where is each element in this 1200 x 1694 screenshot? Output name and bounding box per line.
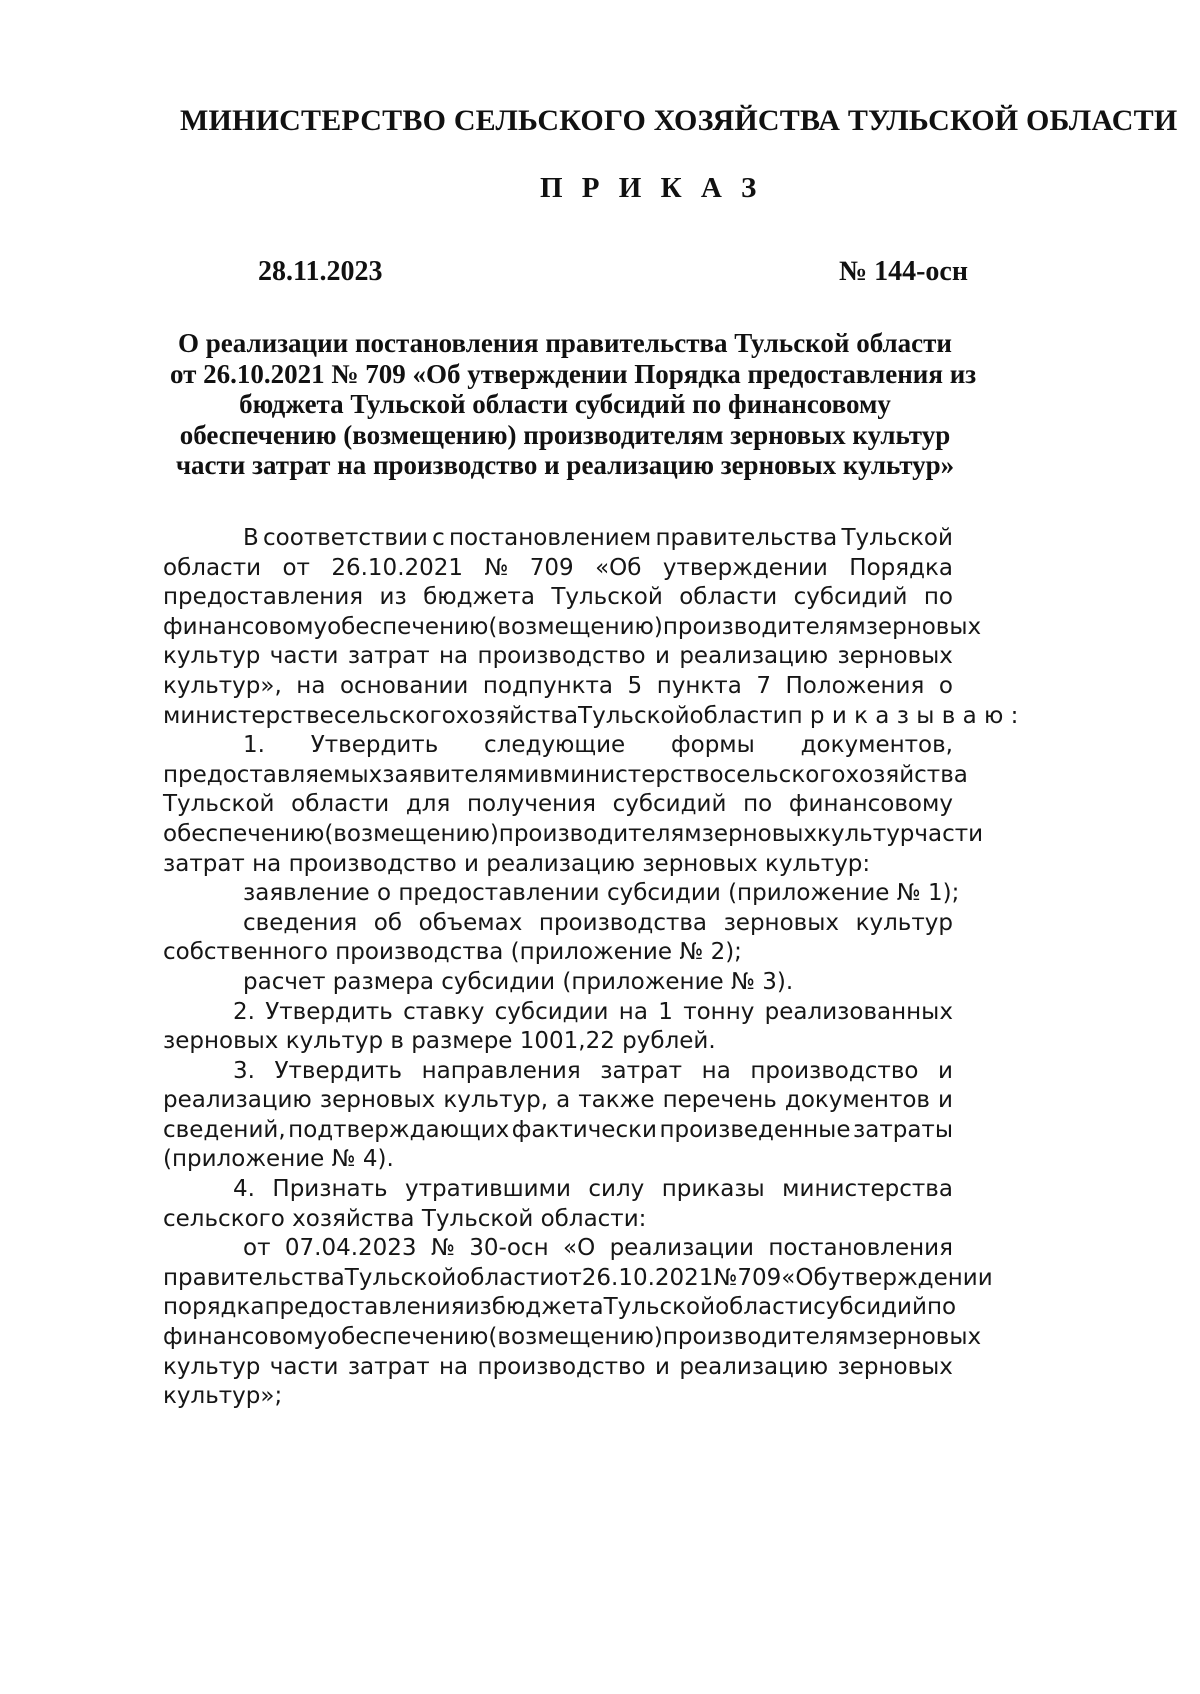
body-word: фактически: [511, 1116, 657, 1143]
body-word: зерновых: [865, 1324, 982, 1351]
body-word: культур: [855, 909, 953, 936]
body-word: области: [291, 791, 390, 818]
body-word: обеспечению: [327, 613, 489, 640]
body-line: [163, 1116, 953, 1146]
body-word: реализацию: [163, 1087, 312, 1114]
body-word: культур: [163, 1353, 261, 1380]
order-body-text: [163, 524, 1019, 1412]
body-word: постановлением: [448, 525, 652, 551]
order-date: 28.11.2023: [258, 256, 383, 287]
body-word: финансовому: [788, 791, 953, 818]
body-word: 709: [737, 1264, 782, 1291]
body-word: культур,: [443, 1087, 549, 1114]
body-line: [163, 850, 953, 880]
body-text: собственного производства (приложение № 2);: [163, 939, 742, 966]
body-word: об: [373, 909, 403, 936]
body-word: №: [484, 554, 509, 581]
body-word: направления: [421, 1057, 581, 1084]
body-text: (приложение № 4).: [163, 1146, 394, 1173]
body-word: производителям: [498, 820, 702, 847]
body-word: реализации: [609, 1235, 754, 1262]
body-word: Тульской: [163, 791, 275, 818]
body-line: [163, 1382, 953, 1412]
order-number: № 144-осн: [838, 256, 968, 287]
body-word: обеспечению: [163, 820, 325, 847]
body-word: бюджета: [491, 1294, 604, 1321]
body-word: Положения: [785, 672, 925, 699]
body-word: 26.10.2021: [331, 554, 464, 581]
body-text: культур»;: [163, 1383, 283, 1410]
body-line: [163, 554, 953, 584]
body-word: на: [439, 1353, 469, 1380]
body-word: «О: [563, 1235, 596, 1262]
title-line: бюджета Тульской области субсидий по финансовому: [239, 389, 891, 419]
body-word: 07.04.2023: [284, 1235, 417, 1262]
body-word: хозяйства: [455, 702, 579, 729]
body-word: с: [432, 525, 445, 551]
body-word: затрат: [600, 1057, 683, 1084]
body-word: (возмещению): [488, 613, 663, 640]
body-word: подпункта: [482, 672, 614, 699]
body-line: [163, 583, 953, 613]
title-line: обеспечению (возмещению) производителям зерновых культур: [179, 419, 951, 450]
body-word: основании: [339, 672, 469, 699]
body-word: правительства: [655, 525, 838, 551]
body-word: Утвердить: [310, 732, 439, 759]
body-word: производителям: [662, 613, 866, 640]
body-word: реализацию: [679, 643, 829, 670]
body-word: на: [618, 998, 648, 1025]
body-word: Порядка: [849, 554, 953, 581]
body-word: обеспечению: [327, 1324, 489, 1351]
body-word: пункта: [656, 672, 742, 699]
body-line: [163, 1086, 953, 1116]
body-word: 1.: [243, 732, 265, 759]
body-line: [163, 702, 1019, 732]
body-word: субсидий: [612, 791, 727, 818]
order-subject-title: [170, 328, 977, 481]
body-word: произведенные: [659, 1116, 851, 1143]
body-word: зерновых: [837, 1353, 953, 1380]
body-line: [163, 1264, 993, 1294]
body-word: соответствии: [263, 525, 428, 551]
body-word: Утвердить: [265, 998, 393, 1025]
body-word: п р и к а з ы в а ю :: [787, 702, 1019, 729]
body-word: порядка: [163, 1294, 265, 1321]
body-word: 26.10.2021: [581, 1264, 714, 1291]
body-word: финансовому: [163, 1324, 328, 1351]
body-line: [163, 1145, 953, 1175]
body-word: предоставляемых: [163, 761, 383, 788]
body-text: затрат на производство и реализацию зерновых культур:: [163, 850, 871, 877]
order-title: П Р И К А З: [540, 172, 763, 204]
body-text: заявление о предоставлении субсидии (приложение № 1);: [243, 880, 960, 907]
body-word: производителям: [662, 1324, 866, 1351]
body-word: а: [556, 1087, 571, 1114]
body-word: и: [938, 1087, 953, 1114]
body-line: [163, 998, 953, 1028]
body-word: получения: [466, 791, 596, 818]
body-line: [163, 1234, 953, 1264]
body-word: «Об: [781, 1264, 828, 1291]
title-line: О реализации постановления правительства Тульской области: [178, 328, 952, 358]
body-word: ставку: [403, 998, 485, 1025]
body-word: Признать: [272, 1176, 388, 1203]
body-word: на: [439, 643, 469, 670]
body-line: [163, 820, 984, 850]
body-word: Тульской: [841, 525, 953, 551]
body-word: 7: [756, 672, 771, 699]
body-text: расчет размера субсидии (приложение № 3).: [243, 968, 794, 995]
body-word: по: [926, 1294, 957, 1321]
body-line: [163, 968, 953, 998]
body-word: финансовому: [163, 613, 328, 640]
body-line: [163, 524, 953, 554]
title-line: части затрат на производство и реализацию зерновых культур»: [175, 450, 955, 480]
body-word: 3.: [233, 1057, 255, 1084]
body-line: [163, 790, 953, 820]
body-word: зерновых: [319, 1087, 436, 1114]
body-word: подтверждающих: [288, 1116, 510, 1143]
body-line: [163, 613, 982, 643]
body-line: [163, 1293, 957, 1323]
body-line: [163, 731, 953, 761]
body-line: [163, 642, 953, 672]
body-word: части: [269, 643, 339, 670]
body-word: постановления: [768, 1235, 953, 1262]
body-word: сельского: [723, 761, 846, 788]
body-word: о: [938, 672, 953, 699]
body-word: министерство: [552, 761, 724, 788]
body-word: тонну: [683, 998, 755, 1025]
body-word: области: [715, 1294, 814, 1321]
body-word: утверждении: [827, 1264, 993, 1291]
body-word: сведения: [243, 909, 358, 936]
body-word: объемах: [418, 909, 523, 936]
body-word: документов,: [800, 732, 953, 759]
body-word: 4.: [233, 1176, 255, 1203]
body-word: от: [554, 1264, 582, 1291]
body-word: части: [269, 1353, 339, 1380]
body-word: производство: [750, 1057, 919, 1084]
body-word: на: [296, 672, 326, 699]
body-line: [163, 1057, 953, 1087]
body-word: также: [578, 1087, 655, 1114]
body-word: бюджета: [423, 584, 535, 611]
body-word: области: [689, 702, 788, 729]
body-text: сельского хозяйства Тульской области:: [163, 1205, 647, 1232]
ministry-heading: МИНИСТЕРСТВО СЕЛЬСКОГО ХОЗЯЙСТВА ТУЛЬСКОЙ ОБЛАСТИ: [180, 104, 1178, 137]
body-word: №: [430, 1235, 455, 1262]
body-word: на: [701, 1057, 731, 1084]
body-word: приказы: [661, 1176, 765, 1203]
body-word: формы: [670, 732, 755, 759]
body-word: 2.: [233, 998, 255, 1025]
body-word: затрат: [347, 1353, 430, 1380]
body-line: [163, 1205, 953, 1235]
body-word: Тульской: [603, 1294, 716, 1321]
body-word: производства: [538, 909, 708, 936]
body-word: (возмещению): [488, 1324, 663, 1351]
body-word: по: [743, 791, 773, 818]
body-word: зерновых: [865, 613, 982, 640]
body-line: [163, 761, 968, 791]
body-word: сведений,: [163, 1116, 286, 1143]
title-line: от 26.10.2021 № 709 «Об утверждении Порядка предоставления из: [170, 358, 977, 389]
body-word: документов: [784, 1087, 930, 1114]
body-word: «Об: [595, 554, 642, 581]
body-word: затраты: [853, 1116, 953, 1143]
body-word: предоставления: [163, 584, 364, 611]
body-word: (возмещению): [324, 820, 499, 847]
body-word: Утвердить: [274, 1057, 403, 1084]
body-word: предоставления: [264, 1294, 465, 1321]
body-line: [163, 672, 953, 702]
body-word: зерновых: [701, 820, 818, 847]
body-word: 709: [529, 554, 574, 581]
body-word: зерновых: [723, 909, 839, 936]
body-word: из: [464, 1294, 492, 1321]
body-line: [163, 1323, 982, 1353]
body-line: [163, 879, 960, 909]
body-word: для: [405, 791, 451, 818]
body-word: утратившими: [405, 1176, 571, 1203]
body-word: хозяйства: [845, 761, 968, 788]
body-word: заявителями: [382, 761, 540, 788]
body-word: В: [243, 525, 259, 551]
body-word: культур: [817, 820, 915, 847]
body-word: субсидий: [813, 1294, 927, 1321]
body-word: министерстве: [163, 702, 334, 729]
body-word: культур: [163, 643, 261, 670]
body-word: сельского: [333, 702, 456, 729]
body-line: [163, 1027, 953, 1057]
body-word: реализованных: [764, 998, 953, 1025]
body-line: [163, 1175, 953, 1205]
body-word: министерства: [782, 1176, 953, 1203]
body-word: зерновых: [837, 643, 953, 670]
body-word: Тульской: [344, 1264, 457, 1291]
body-word: производство: [477, 1353, 646, 1380]
body-word: области: [679, 584, 778, 611]
body-word: от: [243, 1235, 271, 1262]
body-word: из: [379, 584, 407, 611]
body-word: затрат: [347, 643, 430, 670]
body-word: субсидии: [494, 998, 609, 1025]
body-word: следующие: [484, 732, 626, 759]
body-line: [163, 909, 953, 939]
body-word: утверждении: [662, 554, 828, 581]
body-word: перечень: [662, 1087, 777, 1114]
body-word: 30-осн: [469, 1235, 549, 1262]
body-word: производство: [477, 643, 646, 670]
body-line: [163, 1353, 953, 1383]
body-word: силу: [588, 1176, 645, 1203]
body-word: №: [713, 1264, 738, 1291]
body-word: Тульской: [578, 702, 690, 729]
body-word: по: [923, 584, 953, 611]
body-word: субсидий: [793, 584, 908, 611]
body-text: зерновых культур в размере 1001,22 рублей.: [163, 1028, 716, 1055]
body-word: и: [655, 643, 670, 670]
body-word: и: [655, 1353, 670, 1380]
body-word: в: [539, 761, 553, 788]
body-word: Тульской: [551, 584, 663, 611]
body-word: части: [914, 820, 984, 847]
body-word: культур»,: [163, 672, 282, 699]
body-word: от: [282, 554, 310, 581]
body-word: области: [163, 554, 262, 581]
body-line: [163, 938, 953, 968]
body-word: 5: [627, 672, 643, 699]
body-word: реализацию: [679, 1353, 829, 1380]
body-word: и: [938, 1057, 953, 1084]
body-word: 1: [658, 998, 673, 1025]
body-word: области: [456, 1264, 555, 1291]
body-word: правительства: [163, 1264, 345, 1291]
